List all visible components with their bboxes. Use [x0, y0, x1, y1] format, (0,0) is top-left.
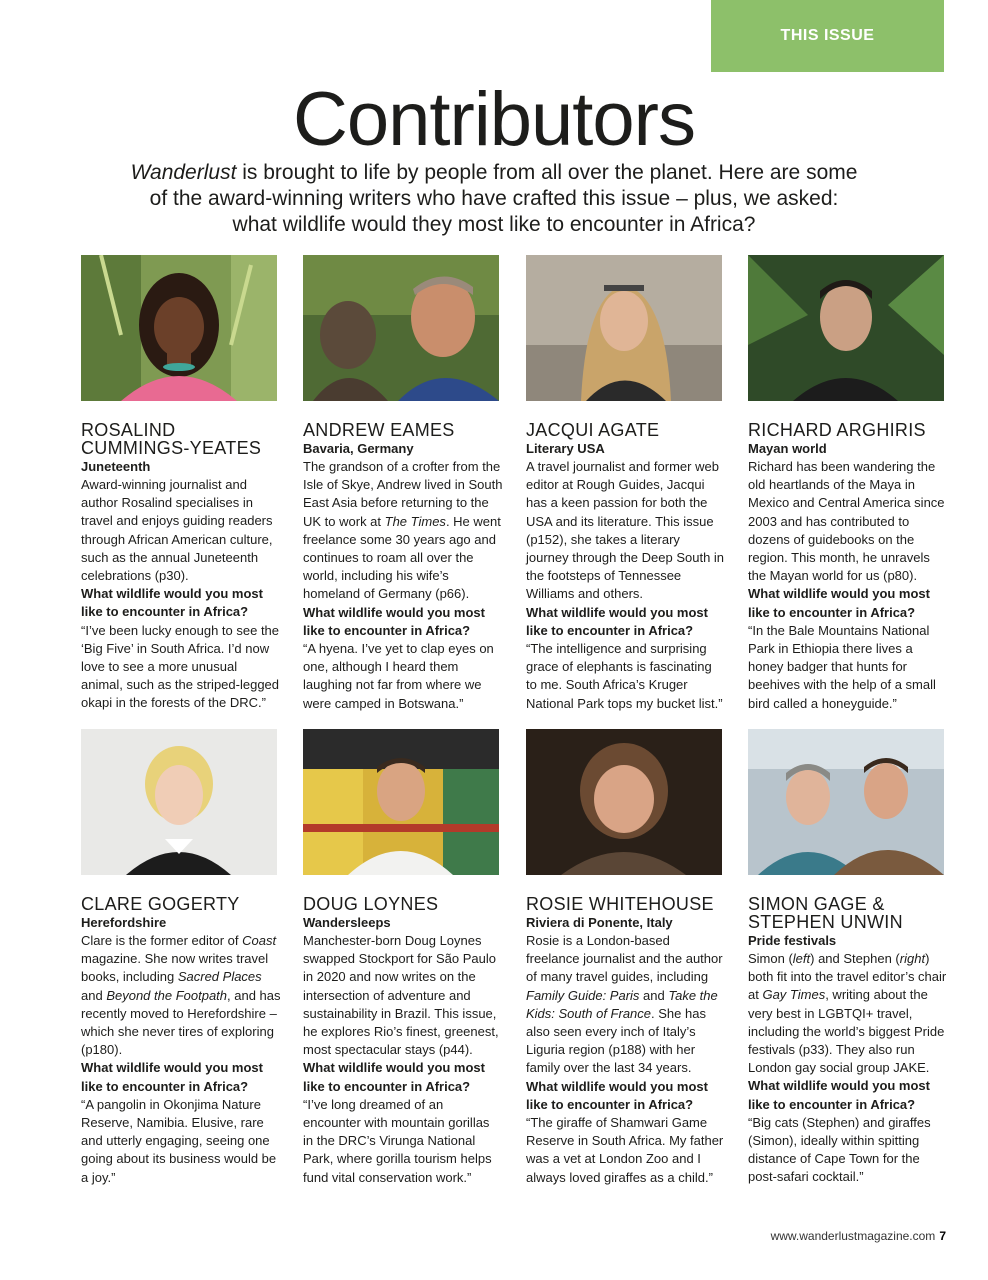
contributor-name: SIMON GAGE & STEPHEN UNWIN [748, 894, 903, 932]
contributor-answer: “I’ve long dreamed of an encounter with mountain gorillas in the DRC’s Virunga National Park, where gorilla tourism helps fund vital conservation work.” [303, 1096, 492, 1185]
contributor-card [748, 255, 948, 713]
article-topic: Riviera di Ponente, Italy [526, 915, 673, 930]
contributor-photo [748, 729, 944, 875]
contributor-name: ROSALIND CUMMINGS-YEATES [81, 420, 262, 458]
article-topic: Pride festivals [748, 933, 837, 948]
contributor-answer: “Big cats (Stephen) and giraffes (Simon), ideally within spitting distance of Cape Town for the post-safari cocktail.” [748, 1114, 931, 1185]
contributor-bio: Richard has been wandering the old heartlands of the Maya in Mexico and Central America since 2003 and has contributed to dozens of guidebooks on the region. This month, he unravels the Mayan world for us (p80). [748, 459, 945, 584]
contributor-card [303, 255, 503, 713]
contributor-card [526, 255, 726, 713]
contributor-bio: Award-winning journalist and author Rosalind specialises in travel and enjoys guiding readers through African American culture, such as the annual Juneteenth celebrations (p30). [81, 477, 273, 584]
contributor-name: JACQUI AGATE [526, 420, 660, 440]
question-label: What wildlife would you most like to encounter in Africa? [748, 586, 930, 620]
intro-text [130, 160, 858, 238]
contributor-bio: Rosie is a London-based freelance journalist and the author of many travel guides, including Family Guide: Paris and Take the Kids: South of France. She has also seen every inch of Italy’s Liguria region (p188) with her family over the last 34 years. [526, 933, 723, 1076]
question-label: What wildlife would you most like to encounter in Africa? [303, 1060, 485, 1094]
contributor-photo [526, 729, 722, 875]
page-footer [771, 1229, 946, 1243]
contributor-photo [81, 729, 277, 875]
contributor-photo [748, 255, 944, 401]
contributor-bio: Simon (left) and Stephen (right) both fit into the travel editor’s chair at Gay Times, writing about the very best in LGBTQI+ travel, including the world’s biggest Pride festivals (p33). They also run London gay social group JAKE. [748, 951, 947, 1076]
contributor-card [526, 729, 726, 1187]
magazine-name: Wanderlust [130, 161, 237, 184]
article-topic: Herefordshire [81, 915, 167, 930]
contributor-name: RICHARD ARGHIRIS [748, 420, 926, 440]
section-tag: THIS ISSUE [711, 0, 944, 72]
article-topic: Literary USA [526, 441, 605, 456]
contributor-bio: A travel journalist and former web editor at Rough Guides, Jacqui has a keen passion for both the USA and its literature. This issue (p152), she takes a literary journey through the Deep South in the footsteps of Tennessee Williams and others. [526, 459, 725, 602]
contributor-bio: Clare is the former editor of Coast magazine. She now writes travel books, including Sacred Places and Beyond the Footpath, and has recently moved to Herefordshire – which she never tires of exploring (p180). [81, 933, 281, 1058]
contributor-name: ANDREW EAMES [303, 420, 455, 440]
contributor-bio: Manchester-born Doug Loynes swapped Stockport for São Paulo in 2020 and now writes on the intersection of adventure and sustainability in Brazil. This issue, he explores Rio’s finest, greenest, most spectacular stays (p44). [303, 933, 499, 1058]
question-label: What wildlife would you most like to encounter in Africa? [748, 1078, 930, 1112]
article-topic: Wandersleeps [303, 915, 391, 930]
contributor-photo [81, 255, 277, 401]
article-topic: Bavaria, Germany [303, 441, 414, 456]
contributor-name: CLARE GOGERTY [81, 894, 240, 914]
contributor-photo [303, 255, 499, 401]
page-title: Contributors [293, 77, 695, 162]
contributor-answer: “A pangolin in Okonjima Nature Reserve, Namibia. Elusive, rare and utterly engaging, seeing one going about its business would be a joy.” [81, 1096, 277, 1185]
contributor-name: DOUG LOYNES [303, 894, 439, 914]
contributor-answer: “The intelligence and surprising grace of elephants is fascinating to me. South Africa’s Kruger National Park tops my bucket list.” [526, 641, 723, 711]
contributor-bio: The grandson of a crofter from the Isle of Skye, Andrew lived in South East Asia before returning to the UK to work at The Times. He went freelance some 30 years ago and continues to roam all over the world, including his wife’s homeland of Germany (p66). [303, 459, 503, 602]
question-label: What wildlife would you most like to encounter in Africa? [303, 604, 485, 638]
contributor-photo [526, 255, 722, 401]
article-topic: Mayan world [748, 441, 827, 456]
question-label: What wildlife would you most like to encounter in Africa? [81, 1060, 263, 1094]
contributor-photo [303, 729, 499, 875]
contributor-card [748, 729, 948, 1187]
contributor-card [303, 729, 503, 1187]
question-label: What wildlife would you most like to encounter in Africa? [526, 604, 708, 638]
question-label: What wildlife would you most like to encounter in Africa? [526, 1078, 708, 1112]
question-label: What wildlife would you most like to encounter in Africa? [81, 586, 263, 620]
intro-body: is brought to life by people from all over the planet. Here are some of the award-winning writers who have crafted this issue – plus, we asked: what wildlife would they most like to encounter in Africa? [149, 161, 858, 236]
contributor-name: ROSIE WHITEHOUSE [526, 894, 714, 914]
contributor-answer: “A hyena. I’ve yet to clap eyes on one, although I heard them laughing not far from where we were camped in Botswana.” [303, 641, 494, 711]
contributor-card [81, 729, 281, 1187]
contributor-answer: “In the Bale Mountains National Park in Ethiopia there lives a honey badger that hunts for beehives with the help of a small bird called a honeyguide.” [748, 622, 936, 711]
contributor-answer: “The giraffe of Shamwari Game Reserve in South Africa. My father was a vet at London Zoo and I always loved giraffes as a child.” [526, 1115, 724, 1185]
contributor-card [81, 255, 281, 713]
page-number: 7 [939, 1229, 946, 1243]
footer-url[interactable]: www.wanderlustmagazine.com [770, 1229, 936, 1243]
contributor-answer: “I’ve been lucky enough to see the ‘Big Five’ in South Africa. I’d now love to see a more unusual animal, such as the striped-legged okapi in the forests of the DRC.” [81, 622, 280, 711]
article-topic: Juneteenth [81, 459, 151, 474]
